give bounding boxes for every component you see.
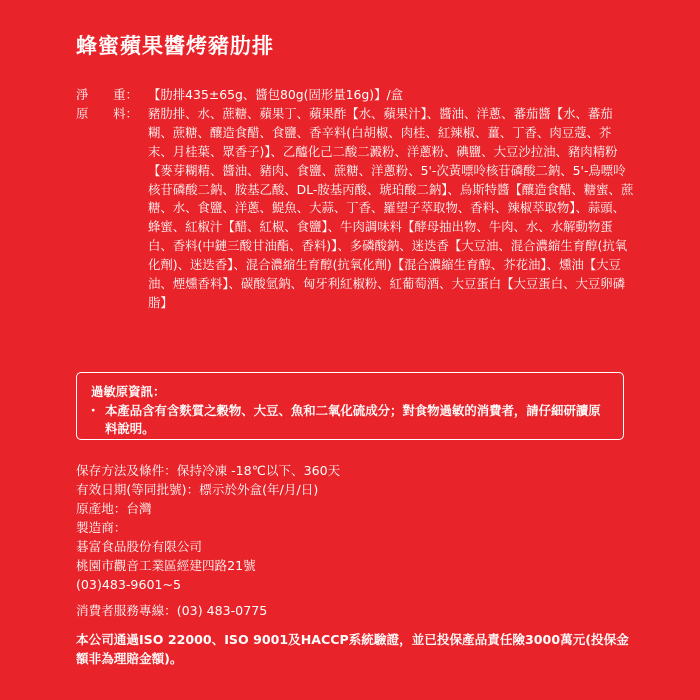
allergy-box (76, 372, 624, 440)
expiry-line: 有效日期(等同批號)：標示於外盒(年/月/日) (76, 482, 319, 497)
product-title: 蜂蜜蘋果醬烤豬肋排 (76, 34, 274, 58)
allergy-bullet: ・ (87, 402, 100, 418)
ingredients-label: 原 料： (76, 105, 138, 121)
certification-note: 本公司通過ISO 22000、ISO 9001及HACCP系統驗證，並已投保產品責任險3000萬元(投保金額非為理賠金額)。 (76, 632, 629, 666)
origin-line: 原產地：台灣 (76, 501, 152, 516)
info-block (76, 461, 636, 594)
spec-block (76, 86, 636, 313)
manufacturer-label: 製造商： (76, 520, 127, 535)
service-hotline: 消費者服務專線：(03) 483-0775 (76, 603, 268, 618)
ingredients-value: 豬肋排、水、蔗糖、蘋果丁、蘋果酢【水、蘋果汁】、醬油、洋蔥、蕃茄醬【水、蕃茄糊、蔗糖、釀造食醋、食鹽、香辛料(白胡椒、肉桂、紅辣椒、薑、丁香、肉豆蔻、芥末、月桂葉、眾香子)】、乙醯化己二酸二澱粉、洋蔥粉、碘鹽、大豆沙拉油、豬肉精粉【麥芽糊精、醬油、豬肉、食鹽、蔗糖、洋蔥粉、5'-次黃嘌呤核苷磷酸二鈉、5'-鳥嘌呤核苷磷酸二鈉、胺基乙酸、DL-胺基丙酸、琥珀酸二鈉】、烏斯特醬【釀造食醋、糖蜜、蔗糖、水、食鹽、洋蔥、鯷魚、大蒜、丁香、羅望子萃取物、香料、辣椒萃取物】、蒜頭、蜂蜜、紅椒汁【醋、紅椒、食鹽】、牛肉調味料【酵母抽出物、牛肉、水、水解動物蛋白、香料(中鏈三酸甘油酯、香料)】、多磷酸鈉、迷迭香【大豆油、混合濃縮生育醇(抗氧化劑)、迷迭香】、混合濃縮生育醇(抗氧化劑)【混合濃縮生育醇、芥花油】、燻油【大豆油、煙燻香料】、碳酸氫鈉、匈牙利紅椒粉、紅葡萄酒、大豆蛋白【大豆蛋白、大豆卵磷脂】 (148, 105, 634, 310)
manufacturer-phone: (03)483-9601~5 (76, 577, 182, 592)
storage-line: 保存方法及條件：保持冷凍 -18℃以下、360天 (76, 463, 341, 478)
manufacturer-address: 桃園市觀音工業區經建四路21號 (76, 558, 256, 573)
manufacturer-name: 碁富食品股份有限公司 (76, 539, 202, 554)
net-weight-label: 淨 重： (76, 87, 138, 102)
allergy-heading: 過敏原資訊： (91, 384, 166, 399)
ingredients-row (76, 105, 636, 313)
allergy-body (87, 402, 609, 439)
net-weight-row (76, 86, 636, 105)
allergy-text: 本產品含有含麩質之穀物、大豆、魚和二氧化硫成分；對食物過敏的消費者，請仔細研讀原料說明。 (105, 402, 601, 436)
net-weight-value: 【肋排435±65g、醬包80g(固形量16g)】/盒 (148, 87, 404, 102)
